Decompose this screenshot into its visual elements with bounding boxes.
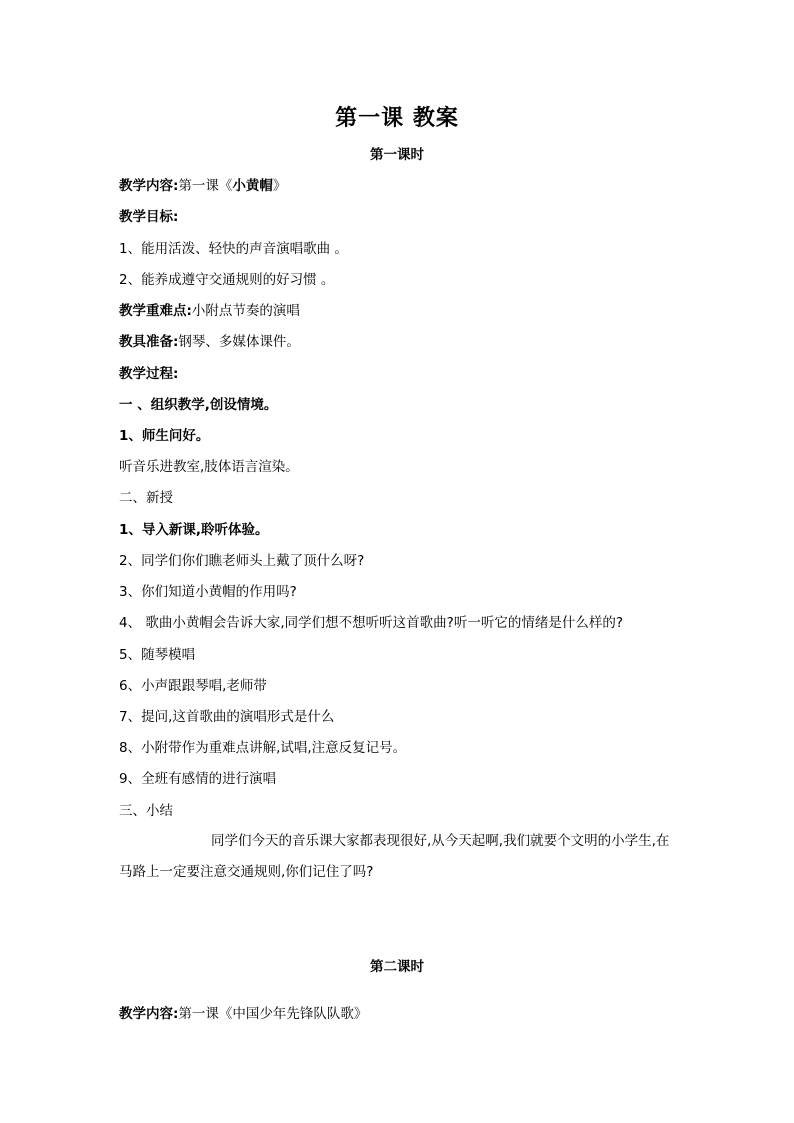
goal-label: 教学目标: — [119, 209, 179, 225]
section-1-text: 听音乐进教室,肢体语言渲染。 — [119, 459, 299, 475]
section-2-item-4: 4、 歌曲小黄帽会告诉大家,同学们想不想听听这首歌曲?听一听它的情绪是什么样的? — [119, 615, 624, 631]
section-2-item-1: 1、导入新课,聆听体验。 — [119, 522, 269, 538]
section-2-item-6: 6、小声跟跟琴唱,老师带 — [119, 678, 267, 694]
content-song: 小黄帽 — [232, 178, 273, 194]
section-1-item-1: 1、师生问好。 — [119, 428, 210, 444]
content-label: 教学内容: — [119, 178, 179, 194]
tools-line — [119, 332, 300, 352]
section-2-heading: 二、新授 — [119, 490, 173, 506]
lesson2-content-label: 教学内容: — [119, 1006, 179, 1022]
process-label: 教学过程: — [119, 366, 179, 382]
content-suffix: 》 — [272, 178, 287, 194]
lesson2-heading: 第二课时 — [370, 959, 424, 975]
document-title: 第一课 教案 — [335, 105, 459, 131]
key-label: 教学重难点: — [119, 303, 192, 319]
key-point-line — [119, 301, 300, 321]
tools-label: 教具准备: — [119, 334, 179, 350]
section-3-heading: 三、小结 — [119, 803, 173, 819]
summary-paragraph: 同学们今天的音乐课大家都表现很好,从今天起啊,我们就要个文明的小学生,在马路上一定要注意交通规则,你们记住了吗? — [119, 833, 670, 880]
lesson1-content-line — [119, 176, 286, 196]
lesson2-content-line — [119, 1004, 367, 1024]
section-2-item-8: 8、小附带作为重难点讲解,试唱,注意反复记号。 — [119, 740, 407, 756]
section-2-item-9: 9、全班有感情的进行演唱 — [119, 771, 277, 787]
content-prefix: 第一课《 — [178, 178, 233, 194]
lesson1-heading: 第一课时 — [370, 147, 424, 163]
tools-value: 钢琴、多媒体课件。 — [178, 334, 300, 350]
goal-item-2: 2、能养成遵守交通规则的好习惯 。 — [119, 272, 335, 288]
section-2-item-2: 2、同学们你们瞧老师头上戴了顶什么呀? — [119, 553, 365, 569]
section-2-item-7: 7、提问,这首歌曲的演唱形式是什么 — [119, 709, 335, 725]
section-1-heading: 一 、组织教学,创设情境。 — [119, 397, 278, 413]
section-2-item-3: 3、你们知道小黄帽的作用吗? — [119, 584, 297, 600]
goal-item-1: 1、能用活泼、轻快的声音演唱歌曲 。 — [119, 241, 348, 257]
lesson2-content-value: 第一课《中国少年先锋队队歌》 — [178, 1006, 368, 1022]
section-2-item-5: 5、随琴模唱 — [119, 647, 196, 663]
key-value: 小附点节奏的演唱 — [191, 303, 300, 319]
